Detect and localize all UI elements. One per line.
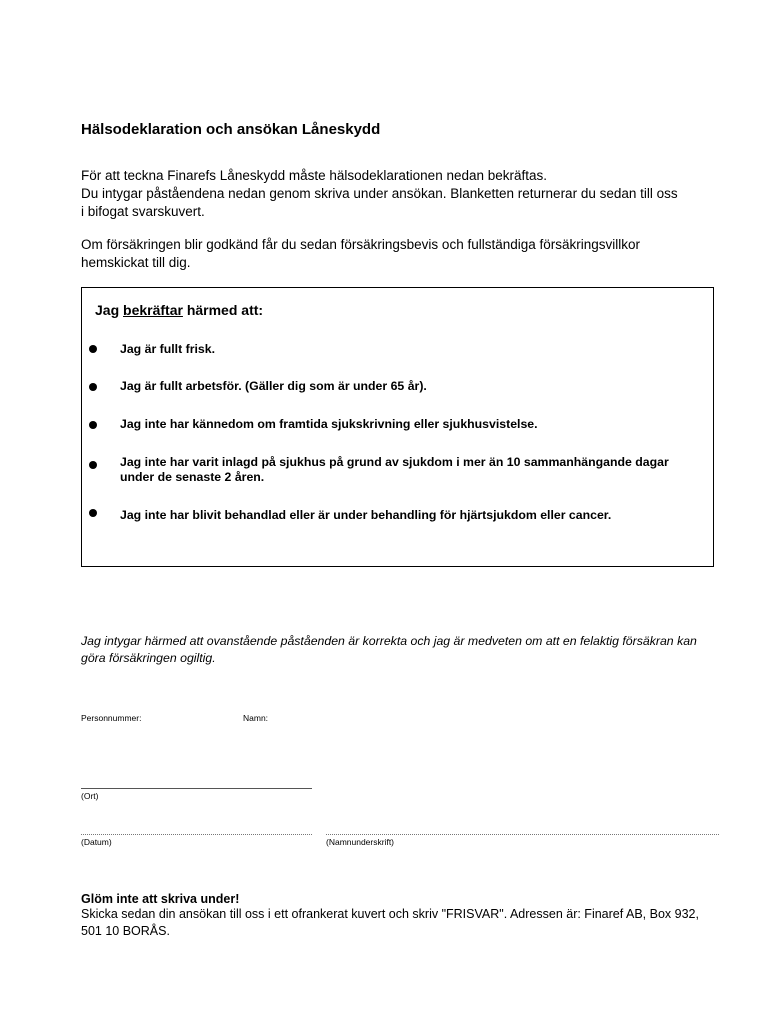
- declaration-item: Jag inte har blivit behandlad eller är under behandling för hjärtsjukdom eller cancer.: [120, 508, 612, 522]
- certification-text: Jag intygar härmed att ovanstående påståenden är korrekta och jag är medveten om att en felaktig försäkran kan göra försäkringen ogiltig.: [81, 634, 697, 665]
- bullet-icon: [89, 421, 99, 431]
- bullet-icon: [89, 383, 99, 393]
- signature-line[interactable]: [326, 834, 719, 835]
- bullet-icon: [89, 461, 99, 471]
- declaration-item: Jag inte har varit inlagd på sjukhus på grund av sjukdom i mer än 10 sammanhängande dagar under de senaste 2 åren.: [120, 455, 669, 484]
- heading-pre: Jag: [95, 302, 124, 318]
- declaration-item: Jag är fullt frisk.: [120, 342, 215, 356]
- ort-line[interactable]: [81, 788, 312, 789]
- footer-text: Skicka sedan din ansökan till oss i ett ofrankerat kuvert och skriv "FRISVAR". Adressen är: Finaref AB, Box 932, 501 10 BORÅS.: [81, 907, 699, 938]
- intro-line-2: Du intygar påståendena nedan genom skriva under ansökan. Blanketten returnerar du sedan till oss i bifogat svarskuvert.: [81, 186, 678, 219]
- intro-line-1: För att teckna Finarefs Låneskydd måste hälsodeklarationen nedan bekräftas.: [81, 168, 548, 183]
- heading-post: härmed att:: [182, 302, 264, 318]
- declaration-item: Jag inte har kännedom om framtida sjukskrivning eller sjukhusvistelse.: [120, 417, 538, 431]
- declaration-item: Jag är fullt arbetsför. (Gäller dig som är under 65 år).: [120, 379, 427, 393]
- ort-label: (Ort): [81, 791, 99, 801]
- signature-label: (Namnunderskrift): [326, 837, 395, 847]
- namn-label: Namn:: [243, 713, 269, 723]
- datum-label: (Datum): [81, 837, 112, 847]
- heading-underlined: bekräftar: [123, 302, 183, 318]
- intro-paragraph: [81, 167, 681, 221]
- intro-paragraph-2: Om försäkringen blir godkänd får du sedan försäkringsbevis och fullständiga försäkringsvillkor hemskickat till dig.: [81, 237, 641, 270]
- bullet-icon: [89, 345, 99, 355]
- datum-line[interactable]: [81, 834, 312, 835]
- bullet-icon: [89, 509, 99, 519]
- personnummer-label: Personnummer:: [81, 713, 142, 723]
- footer-heading: Glöm inte att skriva under!: [81, 892, 240, 906]
- document-title: Hälsodeklaration och ansökan Låneskydd: [81, 121, 381, 138]
- declaration-heading: [95, 302, 263, 318]
